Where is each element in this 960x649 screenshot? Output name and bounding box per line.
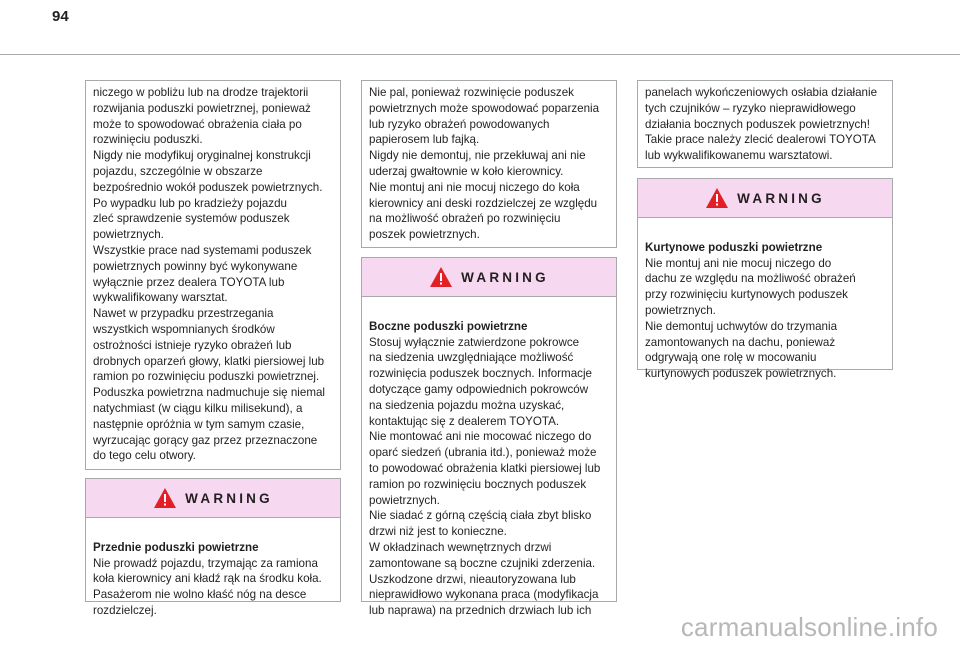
warning-triangle-icon [429,266,453,288]
col2-warning-title: Boczne poduszki powietrzne [369,319,528,333]
warning-triangle-icon [705,187,729,209]
col1-warning-box [85,478,341,617]
col3-warning-title: Kurtynowe poduszki powietrzne [645,240,823,254]
header-divider [0,54,960,55]
col1-warning-title: Przednie poduszki powietrzne [93,540,259,554]
col3-warning-label: WARNING [737,190,825,206]
col2-warning-box [361,257,617,618]
col1-continuation-box [85,80,341,470]
col1-warning-label: WARNING [185,490,273,506]
col2-warning-body: Stosuj wyłącznie zatwierdzone pokrowce na siedzenia uwzględniające możliwość rozwinięcia poduszek bocznych. Informacje dotyczące gamy odpowiednich pokrowców na siedzenia pojazdu można uzyskać, kontaktując się z dealerem TOYOTA. Nie montować ani nie mocować niczego do oparć siedzeń (ubrania itd.), ponieważ może to powodować obrażenia klatki piersiowej lub ramion po rozwinięciu bocznych poduszek powietrznych. Nie siadać z górną częścią ciała zbyt blisko drzwi niż jest to konieczne. W okładzinach wewnętrznych drzwi zamontowane są boczne czujniki zderzenia. Uszkodzone drzwi, nieautoryzowana lub nieprawidłowo wykonana praca (modyfikacja lub naprawa) na przednich drzwiach lub ich [369,335,601,618]
col3-warning-box [637,178,893,381]
page-number: 94 [52,8,69,25]
col1-warning-content [86,518,340,619]
col1-warning-body: Nie prowadź pojazdu, trzymając za ramiona koła kierownicy ani kładź rąk na środku koła. Pasażerom nie wolno kłaść nóg na desce rozdzielczej. [93,556,322,617]
col3-warning-header [638,179,892,218]
col1-continuation-text: niczego w pobliżu lub na drodze trajektorii rozwijania poduszki powietrznej, ponieważ może to spowodować obrażenia ciała po rozwinięciu poduszki. Nigdy nie modyfikuj oryginalnej konstrukcji pojazdu, szczególnie w obszarze bezpośrednio wokół poduszek powietrznych. Po wypadku lub po kradzieży pojazdu zleć sprawdzenie systemów poduszek powietrznych. Wszystkie prace nad systemami poduszek powietrznych powinny być wykonywane wyłącznie przez dealera TOYOTA lub wykwalifikowany warsztat. Nawet w przypadku przestrzegania wszystkich wspomnianych środków ostrożności istnieje ryzyko obrażeń lub drobnych oparzeń głowy, klatki piersiowej lub ramion po rozwinięciu poduszki powietrznej. Poduszka powietrzna nadmuchuje się niemal natychmiast (w ciągu kilku milisekund), a następnie opróżnia w tym samym czasie, wyrzucając gorący gaz przez przeznaczone do tego celu otwory. [93,86,326,463]
col2-warning-content [362,297,616,619]
col1-warning-header [86,479,340,518]
watermark: carmanualsonline.info [680,612,938,642]
col3-continuation-text: panelach wykończeniowych osłabia działanie tych czujników – ryzyko nieprawidłowego działania bocznych poduszek powietrznych! Takie prace należy zlecić dealerowi TOYOTA lub wykwalifikowanemu warsztatowi. [645,86,878,163]
col2-continuation-box [361,80,617,248]
col2-warning-label: WARNING [461,269,549,285]
col2-warning-header [362,258,616,297]
col2-continuation-text: Nie pal, ponieważ rozwinięcie poduszek powietrznych może spowodować poparzenia lub ryzyko obrażeń powodowanych papierosem lub fajką. Nigdy nie demontuj, nie przekłuwaj ani nie uderzaj gwałtownie w koło kierownicy. Nie montuj ani nie mocuj niczego do koła kierownicy ani deski rozdzielczej ze względu na możliwość obrażeń po rozwinięciu poszek powietrznych. [369,86,600,242]
warning-triangle-icon [153,487,177,509]
col3-continuation-box [637,80,893,168]
col3-warning-content [638,218,892,382]
col3-warning-body: Nie montuj ani nie mocuj niczego do dachu ze względu na możliwość obrażeń przy rozwinięciu kurtynowych poduszek powietrznych. Nie demontuj uchwytów do trzymania zamontowanych na dachu, ponieważ odgrywają one rolę w mocowaniu kurtynowych poduszek powietrznych. [645,256,856,381]
